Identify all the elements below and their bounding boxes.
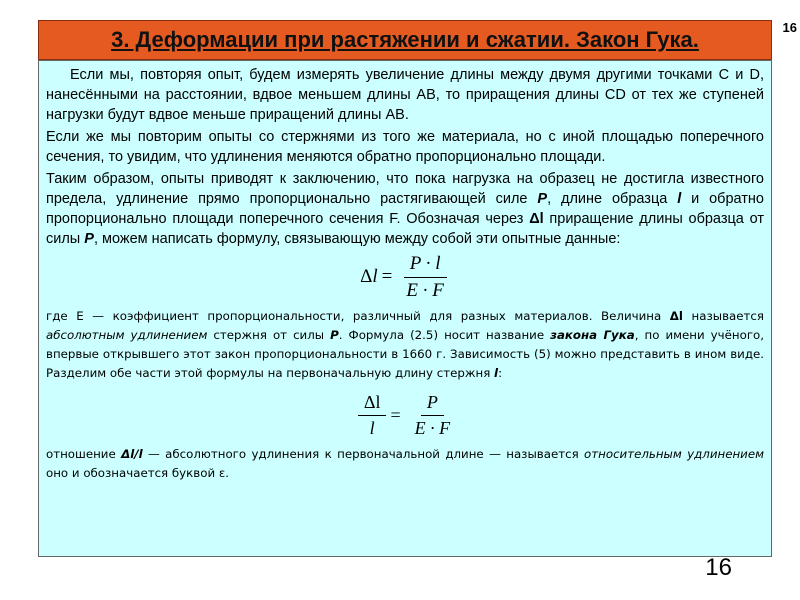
p4-delta-symbol: Δl — [669, 309, 683, 323]
formula2-denominator: E · F — [414, 417, 451, 438]
p5-ratio-symbol: Δl/l — [121, 447, 143, 461]
formula-fraction — [400, 253, 449, 302]
formula2-numerator: P — [421, 392, 444, 416]
p5-relative-elongation-term: относительным удлинением — [584, 447, 764, 461]
p4-text-c: стержня от силы — [207, 328, 331, 342]
paragraph-2: Если же мы повторим опыты со стержнями из того же материала, но с иной площадью поперечного сечения, то увидим, что удлинения меняются обратно пропорционально площади. — [46, 129, 764, 165]
hooke-formula — [46, 251, 764, 303]
p3-force-symbol-2: P — [84, 231, 94, 247]
paragraph-5 — [46, 445, 764, 483]
formula2-equals: = — [390, 404, 401, 425]
corner-page-number: 16 — [782, 20, 797, 35]
p4-text-a: где Е — коэффициент пропорциональности, различный для разных материалов. Величина — [46, 309, 670, 323]
p3-text-e: , можем написать формулу, связывающую между собой эти опытные данные: — [93, 231, 621, 247]
paragraph-3 — [46, 169, 764, 249]
relative-elongation-formula — [46, 389, 764, 441]
p5-text-b: — абсолютного удлинения к первоначальной длине — называется — [142, 447, 585, 461]
p3-length-symbol: l — [677, 191, 682, 207]
p3-text-a: Таким образом, опыты приводят к заключению, что пока нагрузка на образец не достигла известного предела, удлинение прямо пропорционально растягивающей силе — [46, 171, 764, 207]
formula-lhs — [360, 266, 378, 288]
p4-length-symbol: l — [494, 366, 499, 380]
p4-text-d: . Формула (2.5) носит название — [338, 328, 551, 342]
slide-title-bar — [38, 20, 772, 60]
slide-title: 3. Деформации при растяжении и сжатии. Закон Гука. — [111, 27, 699, 52]
p4-text-e: , по имени учёного, впервые открывшего этот закон пропорциональности в 1660 г. Зависимость (5) можно представить в ином виде. Разделим обе части этой формулы на первоначальную длину стержня — [46, 328, 764, 380]
p3-force-symbol: P — [537, 191, 548, 207]
formula2-rhs-fraction — [409, 392, 457, 439]
paragraph-1: Если мы, повторяя опыт, будем измерять увеличение длины между двумя другими точками C и D, нанесёнными на расстоянии, вдвое меньшем длины AB, то приращения длины CD от тех же ступеней нагрузки будут вдвое меньше приращений длины AB. — [46, 67, 764, 123]
p3-text-d: приращение длины образца от силы — [46, 211, 764, 247]
p3-text-b: , длине образца — [547, 191, 678, 207]
formula-numerator: P · l — [404, 253, 447, 278]
formula-delta: Δ — [360, 266, 373, 287]
p3-delta-symbol: Δl — [529, 211, 544, 227]
formula-equals: = — [381, 266, 393, 287]
p5-text-c: оно и обозначается буквой ε. — [46, 466, 229, 480]
bottom-page-number: 16 — [705, 554, 732, 581]
p4-absolute-elongation-term: абсолютным удлинением — [46, 328, 208, 342]
formula-denominator: E · F — [406, 279, 444, 301]
p3-text-c: и обратно пропорционально площади поперечного сечения F. Обозначая через — [46, 191, 764, 227]
paragraph-4 — [46, 307, 764, 383]
p4-text-b: называется — [682, 309, 764, 323]
p5-text-a: отношение — [46, 447, 122, 461]
formula2-lhs-denominator: l — [369, 417, 375, 438]
formula2-lhs-fraction — [358, 392, 387, 439]
formula2-lhs-numerator: Δl — [358, 392, 387, 416]
p4-force-symbol: P — [330, 328, 339, 342]
p4-text-f: : — [498, 366, 503, 380]
formula-var: l — [372, 266, 378, 287]
p4-hooke-law-term: закона Гука — [550, 328, 635, 342]
content-panel — [38, 60, 772, 557]
